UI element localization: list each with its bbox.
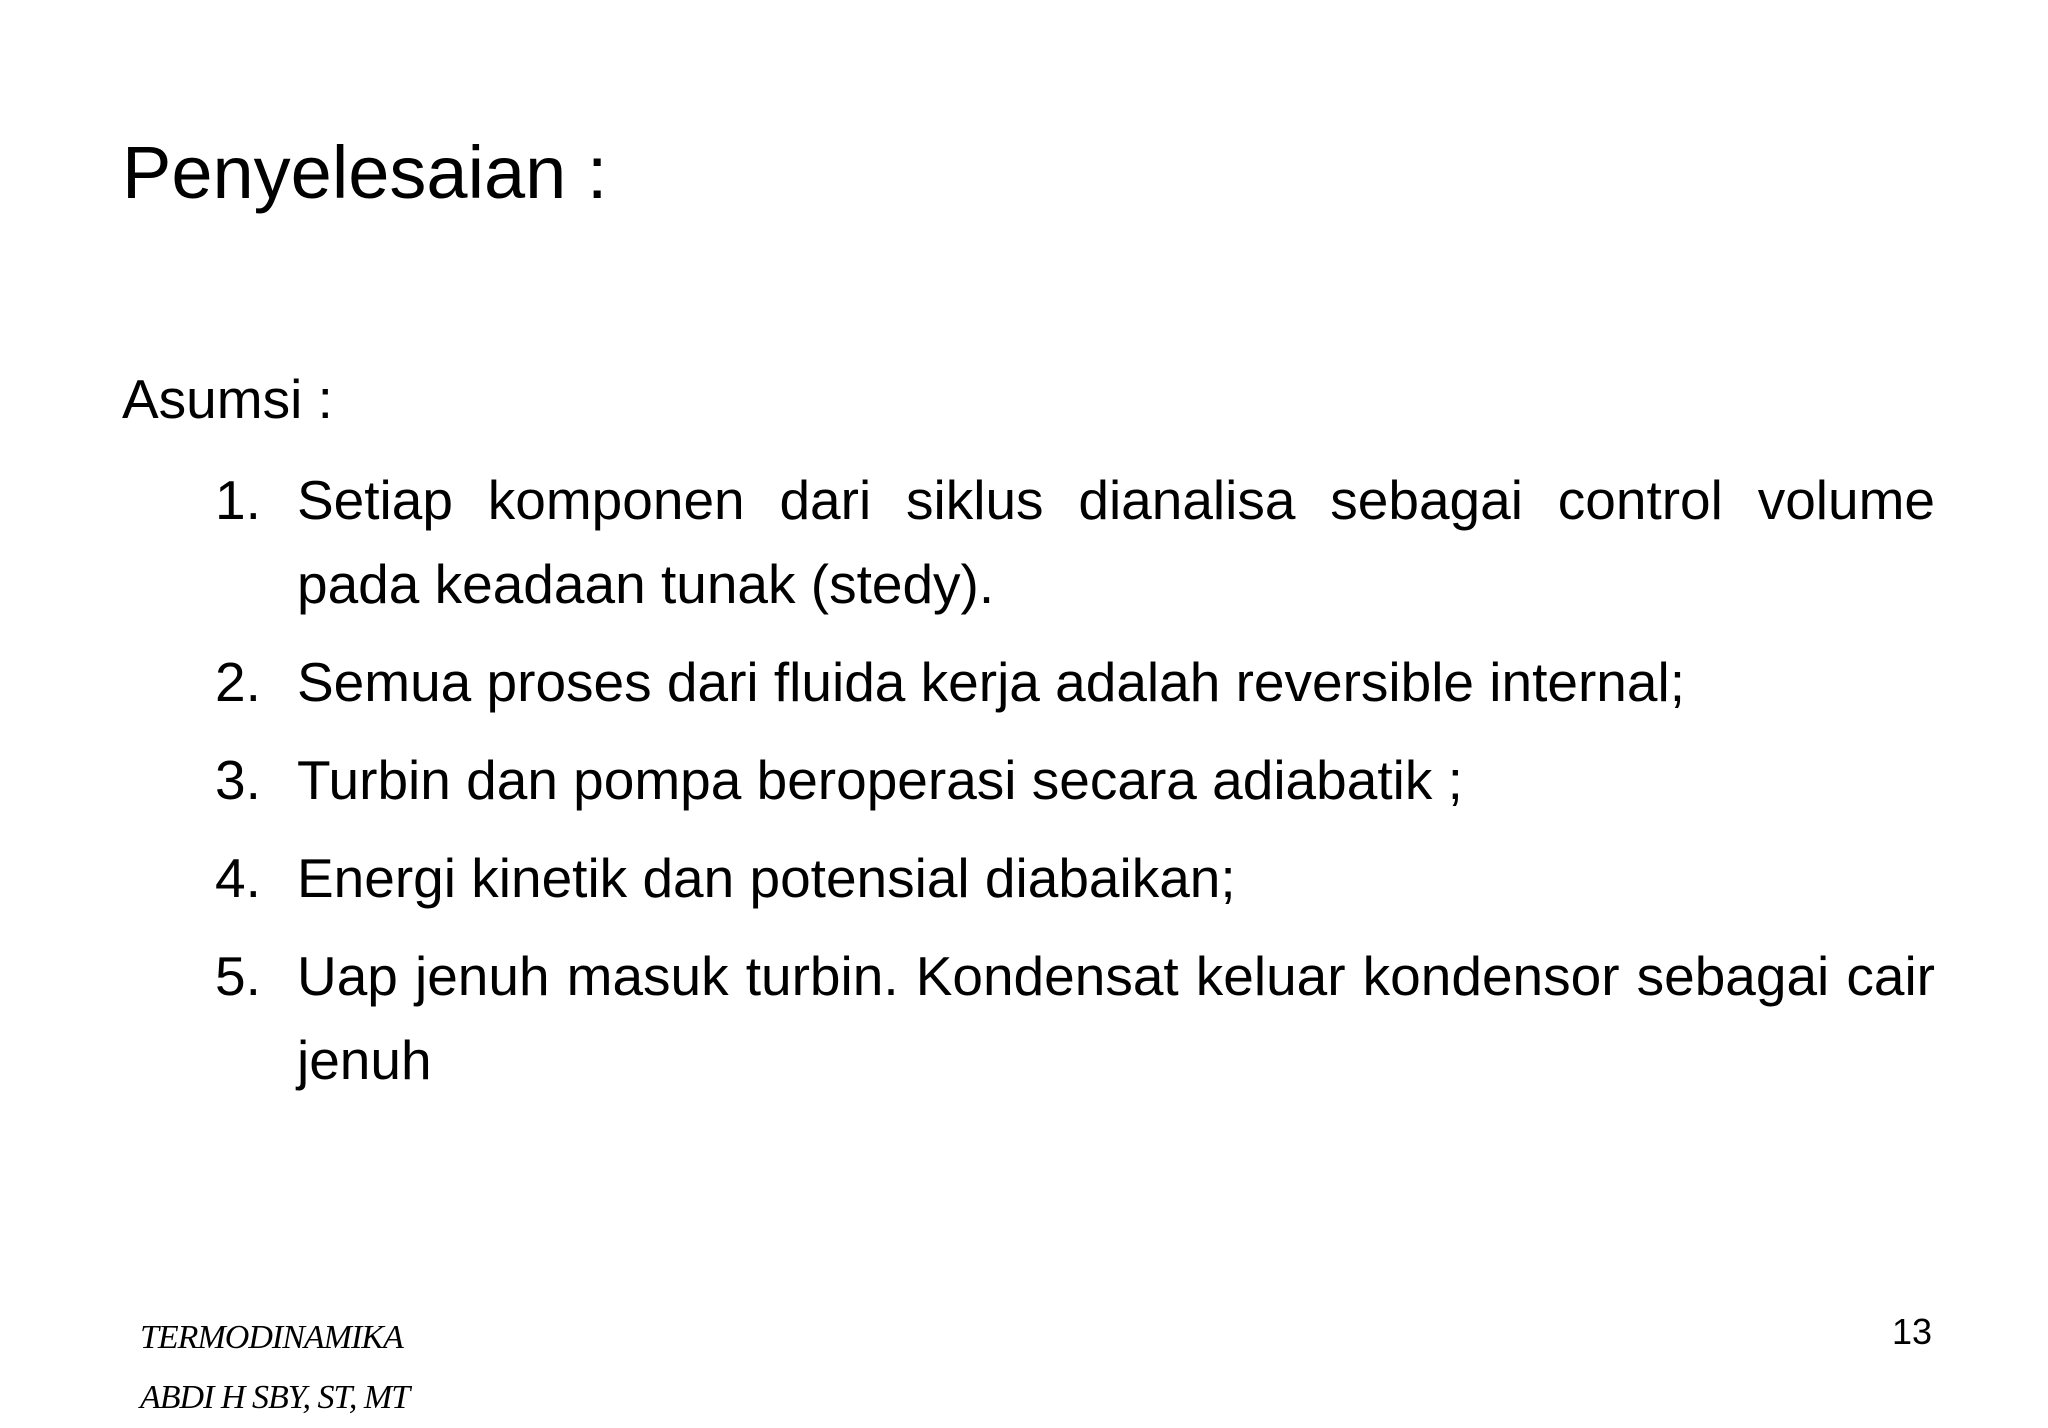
assumptions-heading: Asumsi : [122,368,333,430]
list-item-text: Energi kinetik dan potensial diabaikan; [297,847,1236,909]
assumptions-list [210,458,1935,1116]
list-item-number: 2. [215,651,261,713]
list-item [210,458,1935,626]
page-number: 13 [1891,1311,1932,1352]
list-item [210,836,1935,920]
list-item-text: Setiap komponen dari siklus dianalisa sebagai control volume pada keadaan tunak (stedy). [297,469,1935,615]
footer-course: TERMODINAMIKA [140,1319,403,1356]
list-item-text: Uap jenuh masuk turbin. Kondensat keluar kondensor sebagai cair jenuh [297,945,1935,1091]
list-item-number: 5. [215,945,261,1007]
list-item-number: 3. [215,749,261,811]
list-item [210,934,1935,1102]
slide-title: Penyelesaian : [122,131,608,214]
list-item-number: 4. [215,847,261,909]
footer [140,1308,409,1428]
list-item-text: Turbin dan pompa beroperasi secara adiabatik ; [297,749,1463,811]
list-item [210,640,1935,724]
list-item-text: Semua proses dari fluida kerja adalah reversible internal; [297,651,1685,713]
list-item-number: 1. [215,469,261,531]
list-item [210,738,1935,822]
footer-author: ABDI H SBY, ST, MT [140,1379,410,1416]
